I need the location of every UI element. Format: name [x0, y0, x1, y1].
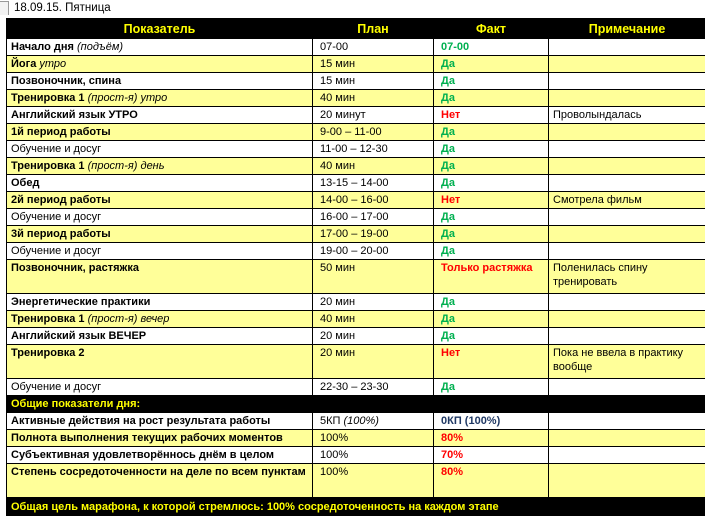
fact-value: Да: [441, 177, 455, 189]
table-row: [7, 379, 705, 396]
cell-indicator-8[interactable]: Обед: [7, 175, 313, 192]
column-header-plan[interactable]: План: [313, 19, 434, 39]
cell-note-13[interactable]: Поленилась спину тренировать: [549, 260, 705, 294]
fact-value: Да: [441, 313, 455, 325]
table-row: [7, 175, 705, 192]
cell-plan-17[interactable]: 20 мин: [313, 345, 434, 379]
cell-fact-18[interactable]: [434, 379, 549, 396]
daily-tracker-table: [6, 18, 705, 516]
cell-indicator-21[interactable]: Полнота выполнения текущих рабочих моментов: [7, 430, 313, 447]
cell-plan-14[interactable]: 20 мин: [313, 294, 434, 311]
table-body: [7, 39, 705, 516]
table-row: [7, 141, 705, 158]
fact-value: Нет: [441, 194, 461, 206]
fact-value: 07-00: [441, 41, 470, 53]
table-row: [7, 294, 705, 311]
cell-fact-13[interactable]: [434, 260, 549, 294]
cell-plan-13[interactable]: 50 мин: [313, 260, 434, 294]
fact-value: Да: [441, 330, 455, 342]
cell-fact-11[interactable]: [434, 226, 549, 243]
fact-value: Да: [441, 92, 455, 104]
fact-value: Нет: [441, 347, 461, 359]
cell-plan-22[interactable]: 100%: [313, 447, 434, 464]
cell-note-22[interactable]: [549, 447, 705, 464]
table-row: [7, 192, 705, 209]
cell-plan-0[interactable]: 07-00: [313, 39, 434, 56]
fact-value: Только растяжка: [441, 262, 533, 274]
cell-fact-4[interactable]: [434, 107, 549, 124]
cell-note-3[interactable]: [549, 90, 705, 107]
cell-plan-12[interactable]: 19-00 – 20-00: [313, 243, 434, 260]
cell-indicator-2[interactable]: Позвоночник, спина: [7, 73, 313, 90]
cell-indicator-4[interactable]: Английский язык УТРО: [7, 107, 313, 124]
cell-fact-9[interactable]: [434, 192, 549, 209]
table-row: [7, 430, 705, 447]
cell-note-4[interactable]: Проволындалась: [549, 107, 705, 124]
cell-indicator-12[interactable]: Обучение и досуг: [7, 243, 313, 260]
fact-value: Да: [441, 126, 455, 138]
cell-fact-1[interactable]: [434, 56, 549, 73]
table-row: [7, 328, 705, 345]
fact-value: Нет: [441, 109, 461, 121]
cell-plan-20[interactable]: 5КП (100%): [313, 413, 434, 430]
fact-value: Да: [441, 228, 455, 240]
cell-fact-3[interactable]: [434, 90, 549, 107]
cell-plan-8[interactable]: 13-15 – 14-00: [313, 175, 434, 192]
cell-indicator-14[interactable]: Энергетические практики: [7, 294, 313, 311]
cell-note-7[interactable]: [549, 158, 705, 175]
cell-note-16[interactable]: [549, 328, 705, 345]
cell-note-8[interactable]: [549, 175, 705, 192]
table-row: [7, 413, 705, 430]
cell-note-11[interactable]: [549, 226, 705, 243]
cell-fact-21[interactable]: [434, 430, 549, 447]
cell-plan-6[interactable]: 11-00 – 12-30: [313, 141, 434, 158]
cell-indicator-22[interactable]: Субъективная удовлетворённось днём в целом: [7, 447, 313, 464]
cell-fact-16[interactable]: [434, 328, 549, 345]
cell-note-18[interactable]: [549, 379, 705, 396]
fact-value: 80%: [441, 466, 464, 478]
cell-note-14[interactable]: [549, 294, 705, 311]
table-row: [7, 243, 705, 260]
cell-note-1[interactable]: [549, 56, 705, 73]
cell-plan-18[interactable]: 22-30 – 23-30: [313, 379, 434, 396]
cell-plan-10[interactable]: 16-00 – 17-00: [313, 209, 434, 226]
footer-row: [7, 498, 705, 516]
column-header-indicator[interactable]: Показатель: [7, 19, 313, 39]
cell-plan-1[interactable]: 15 мин: [313, 56, 434, 73]
table-row: [7, 90, 705, 107]
fact-value: 0КП (100%): [441, 415, 501, 427]
section-row: [7, 396, 705, 413]
table-row: [7, 447, 705, 464]
cell-note-17[interactable]: Пока не ввела в практику вообще: [549, 345, 705, 379]
cell-fact-10[interactable]: [434, 209, 549, 226]
cell-note-21[interactable]: [549, 430, 705, 447]
cell-plan-4[interactable]: 20 минут: [313, 107, 434, 124]
cell-indicator-20[interactable]: Активные действия на рост результата работы: [7, 413, 313, 430]
cell-fact-14[interactable]: [434, 294, 549, 311]
section-cell[interactable]: Общие показатели дня:: [7, 396, 705, 413]
cell-note-10[interactable]: [549, 209, 705, 226]
table-row: [7, 124, 705, 141]
table-row: [7, 73, 705, 90]
fact-value: Да: [441, 75, 455, 87]
cell-fact-8[interactable]: [434, 175, 549, 192]
cell-fact-7[interactable]: [434, 158, 549, 175]
cell-indicator-23[interactable]: Степень сосредоточенности на деле по всем пунктам: [7, 464, 313, 498]
cell-fact-15[interactable]: [434, 311, 549, 328]
cell-indicator-6[interactable]: Обучение и досуг: [7, 141, 313, 158]
table-row: [7, 158, 705, 175]
cell-plan-15[interactable]: 40 мин: [313, 311, 434, 328]
cell-indicator-18[interactable]: Обучение и досуг: [7, 379, 313, 396]
table-row: [7, 311, 705, 328]
fact-value: Да: [441, 296, 455, 308]
table-row: [7, 464, 705, 498]
cell-fact-20[interactable]: [434, 413, 549, 430]
cell-indicator-3[interactable]: Тренировка 1 (прост-я) утро: [7, 90, 313, 107]
table-row: [7, 226, 705, 243]
page-title: 18.09.15. Пятница: [14, 2, 111, 14]
cell-plan-3[interactable]: 40 мин: [313, 90, 434, 107]
fact-value: Да: [441, 211, 455, 223]
cell-indicator-11[interactable]: 3й период работы: [7, 226, 313, 243]
table-row: [7, 209, 705, 226]
cell-indicator-15[interactable]: Тренировка 1 (прост-я) вечер: [7, 311, 313, 328]
table-row: [7, 39, 705, 56]
cell-note-0[interactable]: [549, 39, 705, 56]
cell-indicator-9[interactable]: 2й период работы: [7, 192, 313, 209]
footer-cell[interactable]: Общая цель марафона, к которой стремлюсь: 100% сосредоточенность на каждом этапе: [7, 498, 705, 516]
cell-plan-7[interactable]: 40 мин: [313, 158, 434, 175]
fact-value: 80%: [441, 432, 464, 444]
cell-plan-16[interactable]: 20 мин: [313, 328, 434, 345]
cell-plan-5[interactable]: 9-00 – 11-00: [313, 124, 434, 141]
fact-value: Да: [441, 245, 455, 257]
outline-corner-icon[interactable]: [0, 1, 9, 15]
cell-fact-23[interactable]: [434, 464, 549, 498]
column-header-note[interactable]: Примечание: [549, 19, 705, 39]
cell-fact-22[interactable]: [434, 447, 549, 464]
cell-indicator-17[interactable]: Тренировка 2: [7, 345, 313, 379]
cell-plan-11[interactable]: 17-00 – 19-00: [313, 226, 434, 243]
table-row: [7, 345, 705, 379]
cell-plan-23[interactable]: 100%: [313, 464, 434, 498]
cell-indicator-10[interactable]: Обучение и досуг: [7, 209, 313, 226]
table-row: [7, 107, 705, 124]
column-header-fact[interactable]: Факт: [434, 19, 549, 39]
cell-indicator-13[interactable]: Позвоночник, растяжка: [7, 260, 313, 294]
cell-note-23[interactable]: [549, 464, 705, 498]
cell-note-9[interactable]: Смотрела фильм: [549, 192, 705, 209]
cell-indicator-1[interactable]: Йога утро: [7, 56, 313, 73]
cell-note-6[interactable]: [549, 141, 705, 158]
cell-note-15[interactable]: [549, 311, 705, 328]
cell-note-12[interactable]: [549, 243, 705, 260]
cell-fact-0[interactable]: [434, 39, 549, 56]
header-row: [7, 19, 705, 39]
cell-note-20[interactable]: [549, 413, 705, 430]
fact-value: 70%: [441, 449, 464, 461]
fact-value: Да: [441, 160, 455, 172]
cell-fact-12[interactable]: [434, 243, 549, 260]
cell-note-5[interactable]: [549, 124, 705, 141]
fact-value: Да: [441, 381, 455, 393]
cell-indicator-0[interactable]: Начало дня (подъём): [7, 39, 313, 56]
fact-value: Да: [441, 58, 455, 70]
cell-plan-9[interactable]: 14-00 – 16-00: [313, 192, 434, 209]
cell-plan-2[interactable]: 15 мин: [313, 73, 434, 90]
cell-fact-17[interactable]: [434, 345, 549, 379]
cell-indicator-5[interactable]: 1й период работы: [7, 124, 313, 141]
cell-indicator-16[interactable]: Английский язык ВЕЧЕР: [7, 328, 313, 345]
cell-plan-21[interactable]: 100%: [313, 430, 434, 447]
table-row: [7, 260, 705, 294]
table-row: [7, 56, 705, 73]
cell-note-2[interactable]: [549, 73, 705, 90]
cell-fact-5[interactable]: [434, 124, 549, 141]
title-bar: [0, 0, 705, 18]
fact-value: Да: [441, 143, 455, 155]
cell-fact-6[interactable]: [434, 141, 549, 158]
cell-fact-2[interactable]: [434, 73, 549, 90]
cell-indicator-7[interactable]: Тренировка 1 (прост-я) день: [7, 158, 313, 175]
